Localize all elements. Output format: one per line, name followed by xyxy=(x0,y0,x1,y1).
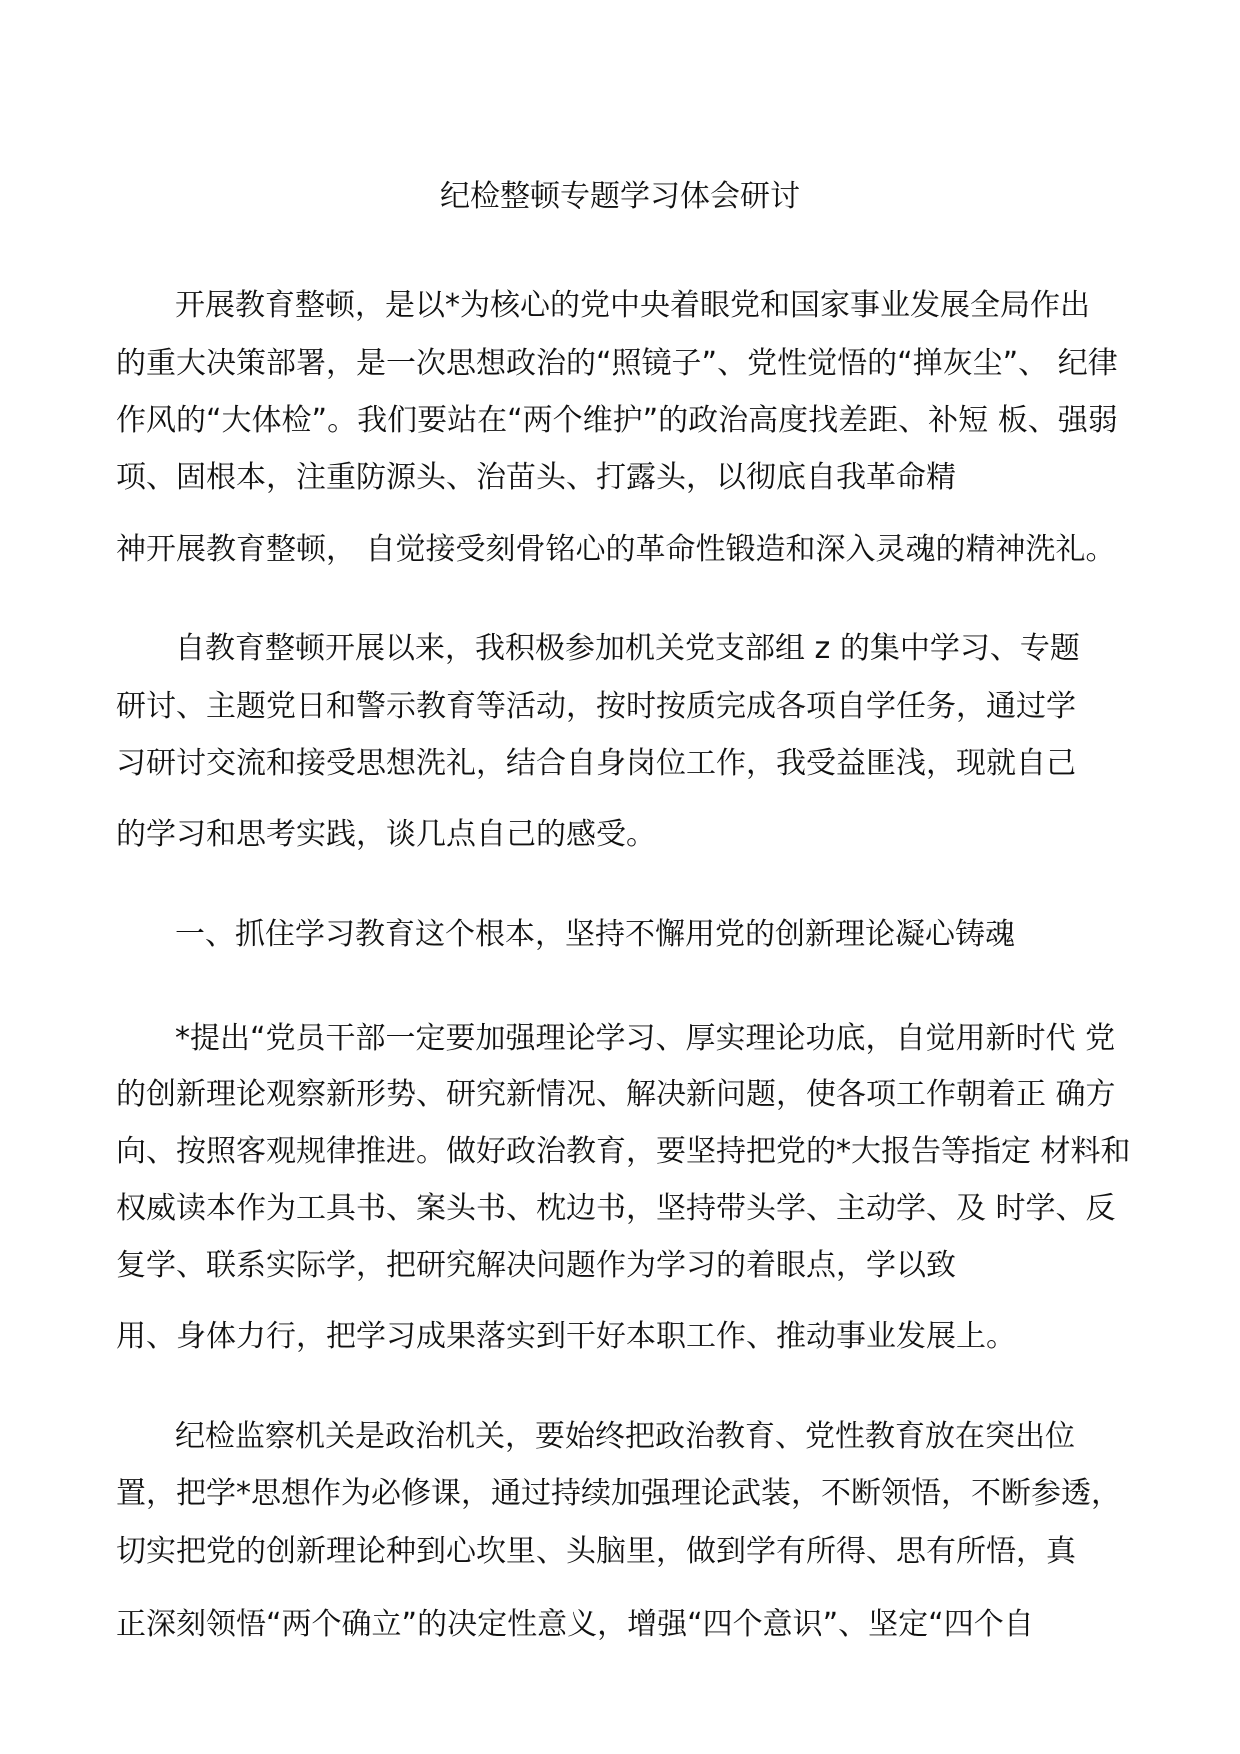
paragraph-1-line-4: 项、固根本，注重防源头、治苗头、打露头，以彻底自我革命精 xyxy=(116,460,956,495)
paragraph-4-line-2: 置，把学*思想作为必修课，通过持续加强理论武装，不断领悟，不断参透， xyxy=(116,1476,1121,1511)
paragraph-2-line-4: 的学习和思考实践，谈几点自己的感受。 xyxy=(116,817,656,852)
paragraph-4-line-1: 纪检监察机关是政治机关，要始终把政治教育、党性教育放在突出位 xyxy=(175,1419,1075,1454)
paragraph-1-line-5: 神开展教育整顿， 自觉接受刻骨铭心的革命性锻造和深入灵魂的精神洗礼。 xyxy=(116,532,1116,567)
paragraph-3-line-5: 复学、联系实际学，把研究解决问题作为学习的着眼点，学以致 xyxy=(116,1248,956,1283)
document-title: 纪检整顿专题学习体会研讨 xyxy=(440,179,800,214)
paragraph-4-line-4: 正深刻领悟“两个确立”的决定性意义，增强“四个意识”、坚定“四个自 xyxy=(116,1607,1034,1642)
paragraph-3-line-4: 权威读本作为工具书、案头书、枕边书，坚持带头学、主动学、及 时学、反 xyxy=(116,1191,1116,1226)
paragraph-3-line-1: *提出“党员干部一定要加强理论学习、厚实理论功底，自觉用新时代 党 xyxy=(175,1021,1116,1056)
paragraph-4-line-3: 切实把党的创新理论种到心坎里、头脑里，做到学有所得、思有所悟，真 xyxy=(116,1534,1076,1569)
paragraph-3-line-6: 用、身体力行，把学习成果落实到干好本职工作、推动事业发展上。 xyxy=(116,1319,1016,1354)
paragraph-1-line-3: 作风的“大体检”。我们要站在“两个维护”的政治高度找差距、补短 板、强弱 xyxy=(116,403,1118,438)
paragraph-1-line-1: 开展教育整顿，是以*为核心的党中央着眼党和国家事业发展全局作出 xyxy=(175,288,1090,323)
paragraph-2-line-3: 习研讨交流和接受思想洗礼，结合自身岗位工作，我受益匪浅，现就自己 xyxy=(116,746,1076,781)
paragraph-3-line-3: 向、按照客观规律推进。做好政治教育，要坚持把党的*大报告等指定 材料和 xyxy=(116,1134,1131,1169)
paragraph-2-line-1: 自教育整顿开展以来，我积极参加机关党支部组 z 的集中学习、专题 xyxy=(175,631,1080,666)
paragraph-1-line-2: 的重大决策部署，是一次思想政治的“照镜子”、党性觉悟的“掸灰尘”、 纪律 xyxy=(116,346,1118,381)
section-heading-1: 一、抓住学习教育这个根本，坚持不懈用党的创新理论凝心铸魂 xyxy=(175,917,1015,952)
paragraph-2-line-2: 研讨、主题党日和警示教育等活动，按时按质完成各项自学任务，通过学 xyxy=(116,689,1076,724)
paragraph-3-line-2: 的创新理论观察新形势、研究新情况、解决新问题，使各项工作朝着正 确方 xyxy=(116,1077,1116,1112)
